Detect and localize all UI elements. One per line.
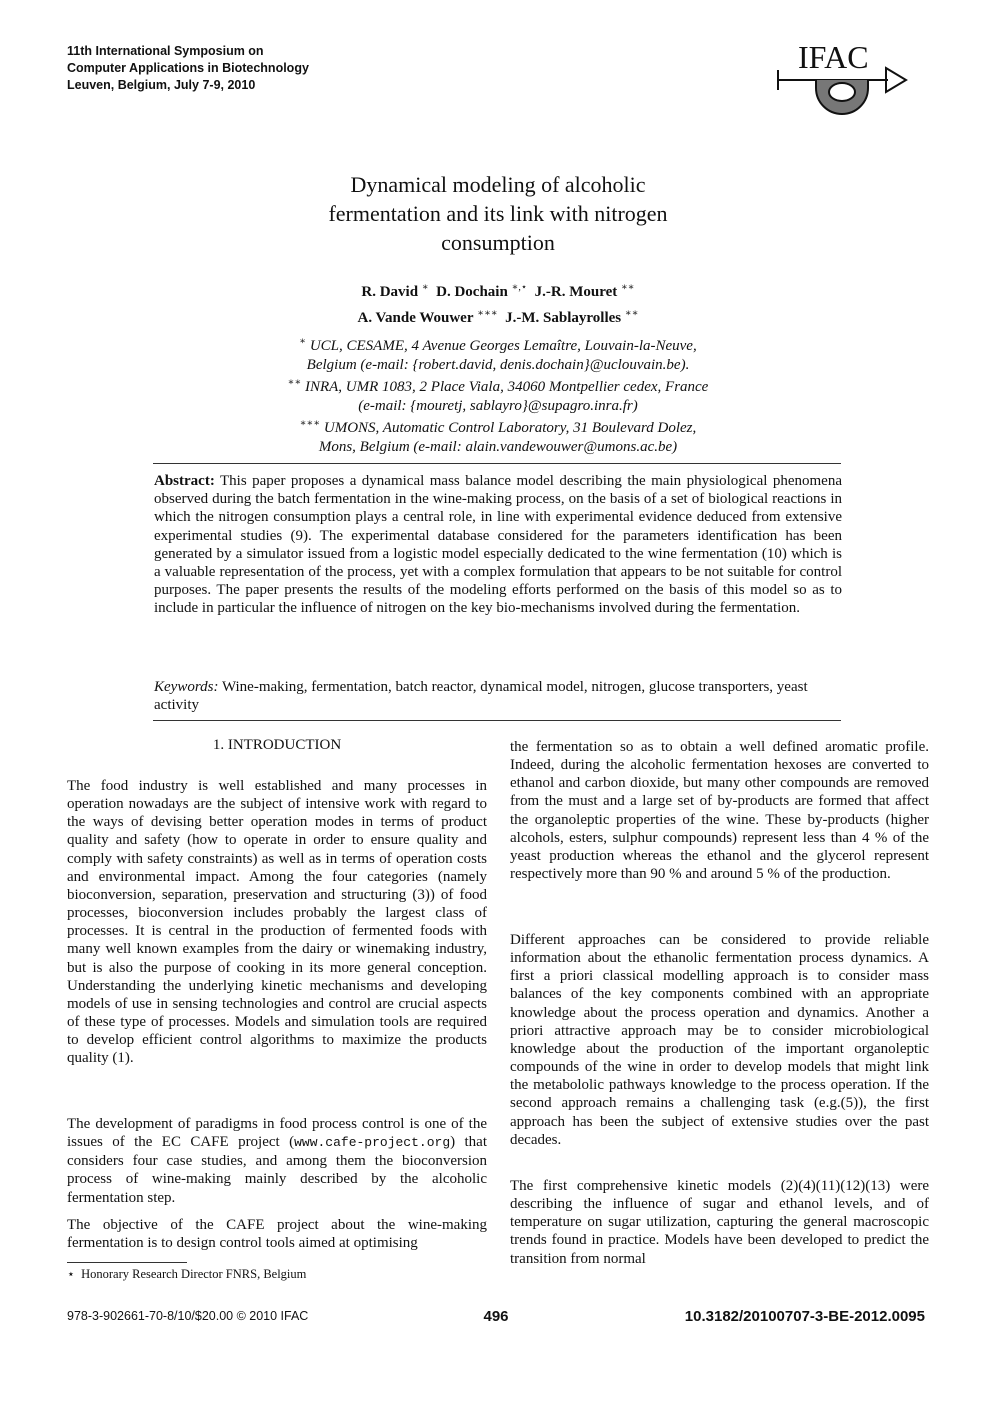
- author-mark: ∗∗∗: [477, 308, 498, 319]
- author-list: [200, 277, 796, 329]
- affil-line: (e-mail: {mouretj, sablayro}@supagro.inra.fr): [358, 397, 638, 414]
- left-column-p2: [67, 1115, 487, 1207]
- paragraph: [67, 1115, 487, 1207]
- affil-mark: ∗∗∗: [299, 418, 321, 429]
- author-name: J.-R. Mouret: [534, 284, 618, 300]
- left-column-p3: [67, 1216, 487, 1252]
- author-mark: ∗∗: [621, 282, 635, 293]
- author-name: D. Dochain: [436, 284, 508, 300]
- paragraph: The food industry is well established and many processes in operation nowadays are the subject of intensive work with regard to the ways of devising better operation modes in terms of product quality and safety (how to operate in order to ensure quality and comply with safety constraints) as well as in terms of operation costs and environmental impact. Among the four categories (namely bioconversion, separation, preservation and structuring (3)) of food processes, bioconversion includes probably the largest class of processes. It is central in the production of fermented foods with many well known examples from the dairy or winemaking industry, but is also the purpose of cooking in its more general conception. Understanding the underlying kinetic mechanisms and developing models of use in sensing technologies and control are crucial aspects of these type of processes. Models and simulation tools are required to develop efficient control algorithms to maximize the products quality (1).: [67, 778, 487, 1067]
- paragraph: The first comprehensive kinetic models (2)(4)(11)(12)(13) were describing the influence of sugar and ethanol levels, and of temperature on sugar utilization, capturing the general macroscopic trends found in practice. Models have been developed to predict the transition from normal: [510, 1178, 929, 1267]
- ifac-logo: [776, 36, 908, 124]
- title-line-1: Dynamical modeling of alcoholic: [350, 172, 646, 197]
- footnote-rule: [67, 1262, 187, 1263]
- affil-line: UMONS, Automatic Control Laboratory, 31 Boulevard Dolez,: [323, 420, 697, 436]
- paragraph: Different approaches can be considered to provide reliable information about the ethanolic fermentation process dynamics. A first a priori classical modelling approach is to consider mass balances of the key components combined with an appropriate knowledge about the process operation and dynamics. Another a priori attractive approach may be to consider microbiological knowledge about the production of the important organoleptic compounds of the wine in order to develop models that might link the metabololic pathways knowledge to the process operation. If the second approach remains a challenging task (e.g.(5)), the first approach has been the subject of extensive studies over the past decades.: [510, 932, 929, 1148]
- abstract-text: This paper proposes a dynamical mass balance model describing the main physiological phenomena observed during the batch fermentation in the wine-making process, on the basis of a set of biological reactions in which the nitrogen consumption plays a central role, in line with experimental evidence deduced from extensive experimental studies (9). The experimental database considered for the parameters identification has been generated by a simulator issued from a logistic model especially dedicated to the wine fermentation (10) which is a valuable representation of the process, yet with a complex formulation that appears to be not suitable for control purposes. The paper presents the results of the modeling efforts performed on the basis of this model so as to include in particular the influence of nitrogen on the key bio-mechanisms involved during the fermentation.: [154, 473, 842, 617]
- footnote-mark: ⋆: [67, 1267, 75, 1281]
- affil-line: UCL, CESAME, 4 Avenue Georges Lemaître, Louvain-la-Neuve,: [309, 338, 697, 354]
- affil-mark: ∗: [299, 336, 307, 347]
- affil-line: INRA, UMR 1083, 2 Place Viala, 34060 Montpellier cedex, France: [304, 379, 709, 395]
- right-column-p2: [510, 931, 929, 1149]
- paper-title: [200, 170, 796, 257]
- venue-line-2: Computer Applications in Biotechnology: [67, 61, 309, 75]
- abstract-bottom-rule: [153, 720, 841, 721]
- affil-line: Belgium (e-mail: {robert.david, denis.dochain}@uclouvain.be).: [306, 356, 690, 373]
- abstract-label: Abstract:: [154, 473, 215, 489]
- venue-line-3: Leuven, Belgium, July 7-9, 2010: [67, 78, 256, 92]
- author-mark: ∗,⋆: [511, 282, 528, 293]
- logo-text: IFAC: [798, 39, 869, 75]
- footer-isbn: 978-3-902661-70-8/10/$20.00 © 2010 IFAC: [67, 1309, 309, 1323]
- keywords: [154, 678, 842, 714]
- paragraph-text: ) that considers four case studies, and among them the bioconversion process of wine-making mainly described by the alcoholic fermentation step.: [67, 1134, 487, 1206]
- affil-mark: ∗∗: [287, 377, 302, 388]
- page-number: 496: [483, 1308, 509, 1325]
- right-column-p3: [510, 1177, 929, 1268]
- author-name: A. Vande Wouwer: [357, 310, 474, 326]
- section-heading: 1. INTRODUCTION: [212, 737, 342, 753]
- keywords-label: Keywords:: [154, 679, 219, 695]
- author-name: J.-M. Sablayrolles: [505, 310, 622, 326]
- footnote: [67, 1266, 306, 1282]
- right-column-p1: [510, 738, 929, 883]
- affiliations: [180, 333, 816, 456]
- paragraph: the fermentation so as to obtain a well defined aromatic profile. Indeed, during the alcoholic fermentation hexoses are converted to ethanol and carbon dioxide, but many other compounds are removed from the must and a large set of by-products are formed that affect the organoleptic properties of the wine. These by-products (higher alcohols, esters, sulphur compounds) represent less than 4 % of the yeast production whereas the ethanol and the glycerol represent respectively more than 90 % and around 5 % of the production.: [510, 739, 929, 883]
- abstract-top-rule: [153, 463, 841, 464]
- title-line-3: consumption: [441, 230, 555, 255]
- keywords-text: Wine-making, fermentation, batch reactor, dynamical model, nitrogen, glucose transporters, yeast activity: [154, 679, 808, 714]
- paragraph-text: The development of paradigms in food process control is one of the issues of the EC CAFE project (: [67, 1116, 487, 1151]
- affil-line: Mons, Belgium (e-mail: alain.vandewouwer@umons.ac.be): [318, 438, 678, 455]
- conference-header: [67, 43, 309, 94]
- venue-line-1: 11th International Symposium on: [67, 44, 264, 58]
- author-mark: ∗∗: [624, 308, 639, 319]
- left-column: [67, 777, 487, 1068]
- title-line-2: fermentation and its link with nitrogen: [328, 201, 668, 226]
- footnote-text: Honorary Research Director FNRS, Belgium: [81, 1267, 307, 1281]
- paragraph: The objective of the CAFE project about the wine-making fermentation is to design control tools aimed at optimising: [67, 1217, 487, 1252]
- footer-doi: 10.3182/20100707-3-BE-2012.0095: [684, 1308, 925, 1325]
- abstract: [154, 472, 842, 618]
- author-mark: ∗: [421, 282, 429, 293]
- project-url-link[interactable]: www.cafe-project.org: [294, 1135, 451, 1151]
- author-name: R. David: [361, 284, 419, 300]
